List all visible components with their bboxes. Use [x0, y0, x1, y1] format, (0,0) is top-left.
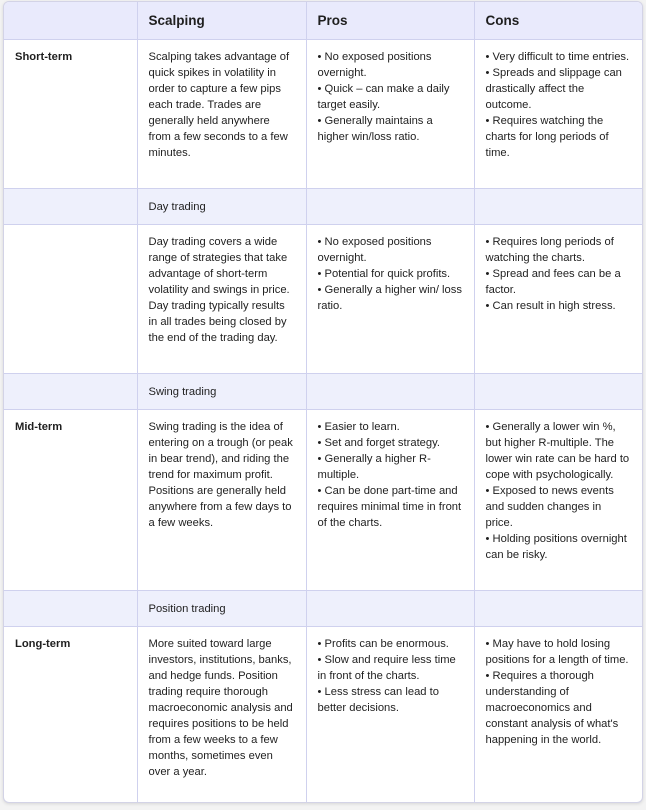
list-item: • Profits can be enormous. — [318, 636, 463, 652]
section-spacer — [306, 374, 474, 410]
section-spacer — [4, 374, 137, 410]
row-cons — [474, 225, 642, 374]
row-description: Scalping takes advantage of quick spikes in volatility in order to capture a few pips each trade. Trades are generally held anywhere from a few seconds to a few minutes. — [137, 40, 306, 189]
section-spacer — [4, 189, 137, 225]
row-cons — [474, 40, 642, 189]
list-item: • Potential for quick profits. — [318, 266, 463, 282]
row-cons — [474, 410, 642, 591]
header-pros: Pros — [306, 2, 474, 40]
table-row — [4, 225, 642, 374]
row-pros — [306, 627, 474, 804]
list-item: • Generally maintains a higher win/loss ratio. — [318, 113, 463, 145]
list-item: • Spreads and slippage can drastically affect the outcome. — [486, 65, 632, 113]
row-term — [4, 225, 137, 374]
list-item: • Generally a higher R-multiple. — [318, 451, 463, 483]
section-row-day-trading — [4, 189, 642, 225]
list-item: • Spread and fees can be a factor. — [486, 266, 632, 298]
row-description: More suited toward large investors, institutions, banks, and hedge funds. Position trading require thorough macroeconomic analysis and requires positions to be held from a few weeks to a few months, sometimes even over a year. — [137, 627, 306, 804]
row-description: Swing trading is the idea of entering on a trough (or peak in bear trend), and riding the trend for maximum profit. Positions are generally held anywhere from a few days to a few weeks. — [137, 410, 306, 591]
list-item: • Requires a thorough understanding of macroeconomics and constant analysis of what's happening in the world. — [486, 668, 632, 748]
list-item: • Generally a higher win/ loss ratio. — [318, 282, 463, 314]
list-item: • Very difficult to time entries. — [486, 49, 632, 65]
list-item: • Set and forget strategy. — [318, 435, 463, 451]
row-pros — [306, 225, 474, 374]
list-item: • Requires long periods of watching the charts. — [486, 234, 632, 266]
list-item: • Can be done part-time and requires minimal time in front of the charts. — [318, 483, 463, 531]
list-item: • Slow and require less time in front of the charts. — [318, 652, 463, 684]
table-row — [4, 627, 642, 804]
header-scalping: Scalping — [137, 2, 306, 40]
list-item: • Easier to learn. — [318, 419, 463, 435]
section-spacer — [474, 189, 642, 225]
section-spacer — [474, 591, 642, 627]
row-cons — [474, 627, 642, 804]
trading-strategies-table — [4, 2, 642, 803]
row-term: Short-term — [4, 40, 137, 189]
trading-strategies-card — [3, 1, 643, 803]
header-cons: Cons — [474, 2, 642, 40]
list-item: • Requires watching the charts for long periods of time. — [486, 113, 632, 161]
row-term: Mid-term — [4, 410, 137, 591]
list-item: • Generally a lower win %, but higher R-multiple. The lower win rate can be hard to cope with psychologically. — [486, 419, 632, 483]
section-row-position-trading — [4, 591, 642, 627]
row-term: Long-term — [4, 627, 137, 804]
section-title: Swing trading — [137, 374, 306, 410]
section-spacer — [306, 189, 474, 225]
table-row — [4, 410, 642, 591]
row-pros — [306, 40, 474, 189]
list-item: • Quick – can make a daily target easily. — [318, 81, 463, 113]
list-item: • No exposed positions overnight. — [318, 234, 463, 266]
list-item: • Can result in high stress. — [486, 298, 632, 314]
section-title: Day trading — [137, 189, 306, 225]
section-row-swing-trading — [4, 374, 642, 410]
section-spacer — [474, 374, 642, 410]
section-spacer — [4, 591, 137, 627]
list-item: • No exposed positions overnight. — [318, 49, 463, 81]
table-row — [4, 40, 642, 189]
row-pros — [306, 410, 474, 591]
section-spacer — [306, 591, 474, 627]
row-description: Day trading covers a wide range of strategies that take advantage of short-term volatility and swings in price. Day trading typically results in all trades being closed by the end of the trading day. — [137, 225, 306, 374]
header-timeframe — [4, 2, 137, 40]
table-header-row — [4, 2, 642, 40]
list-item: • Holding positions overnight can be risky. — [486, 531, 632, 563]
list-item: • Exposed to news events and sudden changes in price. — [486, 483, 632, 531]
section-title: Position trading — [137, 591, 306, 627]
list-item: • May have to hold losing positions for a length of time. — [486, 636, 632, 668]
list-item: • Less stress can lead to better decisions. — [318, 684, 463, 716]
